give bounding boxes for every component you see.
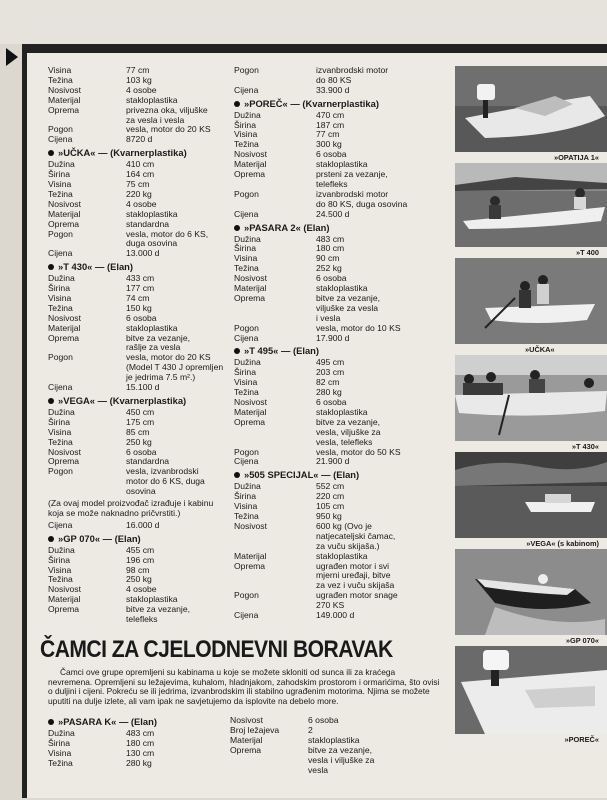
spec-row bbox=[230, 746, 444, 776]
spec-row bbox=[234, 457, 446, 467]
spec-list bbox=[48, 546, 230, 625]
spec-value: 175 cm bbox=[126, 416, 155, 427]
section-intro: Čamci ove grupe opremljeni su kabinama u koje se možete skloniti od sunca ili za kraćega nevremena. Opremljeni su ležajevima, kuhalom, hladnjakom, zahodskim prostorom i ormarićima, što ovisi o duljini i cijeni. Pokreću se ili jedrima, izvanbrodskim ili stabilno ugrađenim motorima. Njima se možete uputiti na dulje izlete, ali vam ipak ne savjetujemo da isplovite na debelo more. bbox=[48, 667, 440, 706]
spec-row bbox=[234, 190, 446, 210]
spec-value: bitve za vezanje, telefleks bbox=[126, 604, 191, 625]
spec-value: 82 cm bbox=[316, 377, 340, 388]
vega-cabin-note: (Za ovaj model proizvođač izrađuje i kabinu koja se može naknadno pričvrstiti.) bbox=[48, 498, 214, 518]
boat-title-text: »POREČ« — (Kvarnerplastika) bbox=[244, 97, 379, 109]
spec-row bbox=[234, 334, 446, 344]
spec-key: Nosivost bbox=[234, 273, 267, 284]
spec-value: 280 kg bbox=[316, 387, 342, 398]
spec-value: vesla, motor do 50 KS bbox=[316, 446, 401, 457]
spec-value: 187 cm bbox=[316, 119, 345, 130]
spec-value: stakloplastika bbox=[126, 94, 178, 105]
spec-value: prsteni za vezanje, telefleks bbox=[316, 169, 388, 189]
spec-key: Materijal bbox=[48, 322, 81, 333]
spec-row bbox=[48, 106, 230, 126]
spec-key: Nosivost bbox=[234, 520, 267, 531]
boat-title bbox=[48, 148, 230, 158]
spec-key: Težina bbox=[234, 387, 259, 398]
spec-key: Cijena bbox=[48, 382, 73, 393]
photo-caption: »T 400 bbox=[575, 248, 599, 257]
photo-vega bbox=[455, 452, 607, 538]
spec-value: 6 osoba bbox=[316, 397, 347, 407]
spec-key: Pogon bbox=[234, 65, 259, 75]
spec-value: 6 osoba bbox=[308, 715, 339, 725]
spec-value: 4 osobe bbox=[126, 84, 157, 95]
spec-row bbox=[48, 220, 230, 230]
spec-value: 6 osoba bbox=[316, 149, 347, 160]
spec-key: Visina bbox=[234, 129, 258, 140]
spec-row bbox=[234, 210, 446, 220]
spec-value: 433 cm bbox=[126, 273, 155, 284]
spec-value: 105 cm bbox=[316, 501, 345, 512]
spec-key: Visina bbox=[234, 501, 258, 512]
spec-value: vesla, motor do 20 KS bbox=[126, 124, 211, 135]
spec-key: Težina bbox=[234, 263, 259, 274]
spec-row bbox=[48, 383, 230, 393]
spec-key: Materijal bbox=[48, 208, 81, 219]
spec-value: 552 cm bbox=[316, 481, 345, 492]
spec-value: 455 cm bbox=[126, 544, 155, 555]
spec-key: Materijal bbox=[230, 734, 263, 745]
spec-key: Širina bbox=[48, 169, 70, 180]
spec-key: Oprema bbox=[48, 104, 80, 115]
spec-key: Materijal bbox=[48, 94, 81, 105]
spec-key: Materijal bbox=[234, 159, 267, 170]
boat-title-text: »PASARA 2« (Elan) bbox=[244, 221, 330, 233]
spec-value: stakloplastika bbox=[308, 734, 360, 745]
photo-t-400 bbox=[455, 163, 607, 247]
spec-value: privezna oka, viljuške za vesla i vesla bbox=[126, 104, 208, 125]
spec-key: Oprema bbox=[234, 292, 266, 303]
boat-title bbox=[234, 346, 446, 356]
spec-value: stakloplastika bbox=[316, 550, 368, 561]
spec-key: Cijena bbox=[234, 208, 259, 219]
spec-row bbox=[48, 135, 230, 145]
spec-value: 4 osobe bbox=[126, 198, 157, 209]
spec-value: 220 cm bbox=[316, 491, 345, 502]
spec-value: bitve za vezanje, viljuške za vesla i vesla bbox=[316, 292, 381, 323]
spec-value: 450 cm bbox=[126, 406, 155, 417]
spec-key: Nosivost bbox=[48, 584, 81, 595]
spec-key: Dužina bbox=[48, 159, 75, 170]
spec-value: 252 kg bbox=[316, 263, 342, 274]
spec-value: 24.500 d bbox=[316, 208, 350, 219]
photo-gp-070 bbox=[455, 549, 607, 635]
spec-key: Dužina bbox=[234, 109, 261, 120]
spec-value: standardna bbox=[126, 456, 170, 467]
spec-row bbox=[48, 759, 228, 769]
spec-key: Širina bbox=[234, 243, 256, 254]
spec-value: bitve za vezanje, vesla i viljuške za vesla bbox=[308, 744, 375, 775]
bullet-icon bbox=[48, 264, 54, 270]
spec-list bbox=[234, 66, 446, 96]
spec-key: Visina bbox=[48, 65, 72, 75]
spec-key: Težina bbox=[48, 188, 73, 199]
spec-list bbox=[234, 482, 446, 621]
spec-key: Materijal bbox=[48, 594, 81, 605]
spec-value: stakloplastika bbox=[316, 406, 368, 417]
spec-value: 8720 d bbox=[126, 134, 153, 145]
spec-value: 6 osoba bbox=[316, 273, 347, 284]
page-top-margin bbox=[0, 0, 607, 44]
boat-entry-porec bbox=[234, 99, 446, 220]
spec-key: Cijena bbox=[234, 332, 259, 343]
spec-value: stakloplastika bbox=[126, 208, 178, 219]
spec-key: Dužina bbox=[48, 273, 75, 284]
spec-key: Pogon bbox=[234, 446, 259, 457]
spec-key: Težina bbox=[48, 74, 73, 85]
spec-value: izvanbrodski motor do 80 KS bbox=[316, 65, 389, 85]
spec-value: 300 kg bbox=[316, 139, 342, 150]
section-headline: ČAMCI ZA CJELODNEVNI BORAVAK bbox=[40, 636, 393, 663]
boat-title bbox=[234, 223, 446, 233]
spec-value: 33.900 d bbox=[316, 84, 350, 95]
spec-list bbox=[48, 160, 230, 259]
spec-key: Oprema bbox=[234, 560, 266, 571]
spec-key: Težina bbox=[234, 139, 259, 150]
spec-value: 85 cm bbox=[126, 426, 150, 437]
boat-entry-505-specijal bbox=[234, 470, 446, 621]
photo-opatija-1 bbox=[455, 66, 607, 152]
spec-key: Težina bbox=[234, 510, 259, 521]
spec-key: Širina bbox=[234, 119, 256, 130]
spec-value: 21.900 d bbox=[316, 456, 350, 467]
photo-caption: »GP 070« bbox=[565, 636, 599, 645]
photo-caption: »VEGA« (s kabinom) bbox=[526, 539, 599, 548]
boat-title-text: »T 495« — (Elan) bbox=[244, 345, 320, 357]
spec-value: 90 cm bbox=[316, 253, 340, 264]
photo-caption: »UČKA« bbox=[525, 345, 555, 354]
spec-key: Visina bbox=[234, 253, 258, 264]
spec-key: Visina bbox=[48, 564, 72, 575]
spec-key: Širina bbox=[48, 737, 70, 748]
spec-list bbox=[48, 729, 228, 769]
spec-key: Dužina bbox=[48, 727, 75, 738]
spec-value: izvanbrodski motor do 80 KS, duga osovina bbox=[316, 188, 408, 209]
spec-key: Oprema bbox=[48, 456, 80, 467]
spec-key: Visina bbox=[48, 178, 72, 189]
spec-value: 149.000 d bbox=[316, 610, 355, 621]
spec-row bbox=[234, 552, 446, 562]
spec-key: Oprema bbox=[230, 744, 262, 755]
spec-value: 196 cm bbox=[126, 554, 155, 565]
spec-value: 280 kg bbox=[126, 757, 152, 768]
spec-key: Dužina bbox=[48, 406, 75, 417]
spec-key: Širina bbox=[234, 367, 256, 378]
spec-key: Materijal bbox=[234, 406, 267, 417]
spec-row bbox=[48, 353, 230, 383]
spec-key: Oprema bbox=[48, 332, 80, 343]
spec-key: Nosivost bbox=[234, 397, 267, 407]
photo-caption: »OPATIJA 1« bbox=[553, 153, 599, 162]
spec-value: ugrađen motor snage 270 KS bbox=[316, 590, 398, 611]
spec-value: 2 bbox=[308, 724, 313, 735]
column-1 bbox=[48, 66, 230, 625]
bullet-icon bbox=[48, 719, 54, 725]
spec-row bbox=[234, 294, 446, 324]
spec-key: Širina bbox=[48, 283, 70, 294]
spec-key: Cijena bbox=[48, 519, 73, 530]
arrow-marker-icon bbox=[6, 48, 18, 66]
spec-row bbox=[234, 368, 446, 378]
spec-row bbox=[234, 121, 446, 131]
spec-value: 410 cm bbox=[126, 159, 155, 170]
boat-entry-vega bbox=[48, 396, 230, 531]
spec-value: 13.000 d bbox=[126, 248, 160, 259]
spec-key: Težina bbox=[48, 436, 73, 447]
spec-value: 16.000 d bbox=[126, 519, 160, 530]
spec-key: Nosivost bbox=[48, 198, 81, 209]
bullet-icon bbox=[48, 150, 54, 156]
spec-value: 220 kg bbox=[126, 188, 152, 199]
boat-title bbox=[48, 262, 230, 272]
spec-row bbox=[48, 249, 230, 259]
spec-key: Težina bbox=[48, 302, 73, 313]
spec-list bbox=[234, 358, 446, 467]
spec-value: 164 cm bbox=[126, 169, 155, 180]
spec-key: Pogon bbox=[48, 124, 73, 135]
boat-title-text: »T 430« — (Elan) bbox=[58, 261, 134, 273]
spec-value: 203 cm bbox=[316, 367, 345, 378]
spec-row bbox=[234, 170, 446, 190]
spec-value: 77 cm bbox=[126, 65, 150, 75]
boat-title-text: »505 SPECIJAL« — (Elan) bbox=[244, 469, 360, 481]
spec-value: 98 cm bbox=[126, 564, 150, 575]
spec-row bbox=[234, 522, 446, 552]
spec-value: 600 kg (Ovo je natjecateljski čamac, za vuču skijaša.) bbox=[316, 520, 396, 551]
spec-value: vesla, motor do 6 KS, duga osovina bbox=[126, 228, 209, 249]
spec-row bbox=[234, 66, 446, 86]
spec-key: Cijena bbox=[234, 610, 259, 621]
spec-value: 130 cm bbox=[126, 747, 155, 758]
spec-list bbox=[234, 235, 446, 344]
boat-title bbox=[234, 470, 446, 480]
spec-value: 103 kg bbox=[126, 74, 152, 85]
spec-key: Težina bbox=[48, 574, 73, 585]
spec-key: Nosivost bbox=[48, 446, 81, 457]
spec-key: Broj ležajeva bbox=[230, 724, 280, 735]
spec-value: vesla, motor do 10 KS bbox=[316, 322, 401, 333]
spec-key: Pogon bbox=[48, 352, 73, 363]
spec-key: Pogon bbox=[234, 188, 259, 199]
spec-value: vesla, izvanbrodski motor do 6 KS, duga osovina bbox=[126, 466, 205, 497]
spec-key: Pogon bbox=[234, 322, 259, 333]
spec-value: 4 osobe bbox=[126, 584, 157, 595]
spec-key: Oprema bbox=[48, 218, 80, 229]
spec-key: Nosivost bbox=[234, 149, 267, 160]
bullet-icon bbox=[234, 225, 240, 231]
spec-key: Pogon bbox=[48, 228, 73, 239]
spec-key: Visina bbox=[48, 426, 72, 437]
pasara-k-specs-continued bbox=[230, 716, 444, 775]
spec-value: bitve za vezanje, vesla, viljuške za vesla, telefleks bbox=[316, 416, 381, 447]
spec-key: Visina bbox=[48, 292, 72, 303]
spec-value: 75 cm bbox=[126, 178, 150, 189]
photo-porec bbox=[455, 646, 607, 734]
spec-key: Dužina bbox=[234, 481, 261, 492]
spec-value: bitve za vezanje, rašlje za vesla bbox=[126, 332, 191, 353]
spec-row bbox=[48, 605, 230, 625]
boat-title bbox=[48, 534, 230, 544]
spec-key: Cijena bbox=[48, 134, 73, 145]
spec-key: Materijal bbox=[234, 283, 267, 294]
spec-row bbox=[48, 467, 230, 497]
spec-key: Dužina bbox=[234, 233, 261, 244]
boat-entry-ucka bbox=[48, 148, 230, 259]
boat-entry-pasara2 bbox=[234, 223, 446, 344]
spec-key: Oprema bbox=[234, 169, 266, 180]
spec-value: standardna bbox=[126, 218, 170, 229]
spec-row bbox=[234, 611, 446, 621]
photo-ucka bbox=[455, 258, 607, 344]
spec-value: 250 kg bbox=[126, 436, 152, 447]
spec-key: Širina bbox=[48, 416, 70, 427]
spec-row bbox=[234, 418, 446, 448]
bullet-icon bbox=[48, 536, 54, 542]
spec-value: 15.100 d bbox=[126, 382, 160, 393]
spec-key: Nosivost bbox=[48, 84, 81, 95]
photo-t-430 bbox=[455, 355, 607, 441]
spec-key: Širina bbox=[234, 491, 256, 502]
spec-row bbox=[234, 591, 446, 611]
spec-key: Visina bbox=[48, 747, 72, 758]
boat-title-text: »PASARA K« — (Elan) bbox=[58, 716, 157, 727]
spec-list bbox=[230, 716, 444, 775]
boat-title-text: »UČKA« — (Kvarnerplastika) bbox=[58, 147, 187, 159]
spec-key: Oprema bbox=[48, 604, 80, 615]
spec-value: 483 cm bbox=[126, 727, 155, 738]
boat-title bbox=[234, 99, 446, 109]
spec-row bbox=[234, 562, 446, 592]
spec-value: 180 cm bbox=[126, 737, 155, 748]
spec-value: vesla, motor do 20 KS (Model T 430 J opremljen je jedrima 7.5 m².) bbox=[126, 352, 224, 383]
bullet-icon bbox=[234, 348, 240, 354]
spec-list bbox=[48, 66, 230, 145]
boat-entry-gp070 bbox=[48, 534, 230, 625]
spec-key: Dužina bbox=[48, 544, 75, 555]
spec-list bbox=[234, 111, 446, 220]
spec-key: Nosivost bbox=[48, 312, 81, 323]
spec-key: Cijena bbox=[234, 84, 259, 95]
spec-value: 17.900 d bbox=[316, 332, 350, 343]
spec-value: 180 cm bbox=[316, 243, 345, 254]
photo-caption: »POREČ« bbox=[564, 735, 599, 744]
bullet-icon bbox=[48, 398, 54, 404]
spec-value: 150 kg bbox=[126, 302, 152, 313]
spec-value: 250 kg bbox=[126, 574, 152, 585]
spec-key: Materijal bbox=[234, 550, 267, 561]
boat-title-text: »GP 070« — (Elan) bbox=[58, 532, 141, 544]
spec-value: stakloplastika bbox=[126, 594, 178, 605]
boat-title bbox=[48, 717, 228, 727]
spec-key: Dužina bbox=[234, 357, 261, 368]
spec-value: 6 osoba bbox=[126, 446, 157, 457]
spec-value: 77 cm bbox=[316, 129, 340, 140]
spec-value: 470 cm bbox=[316, 109, 345, 120]
spec-value: 74 cm bbox=[126, 292, 150, 303]
bullet-icon bbox=[234, 101, 240, 107]
spec-row bbox=[234, 86, 446, 96]
spec-value: stakloplastika bbox=[316, 283, 368, 294]
spec-key: Težina bbox=[48, 757, 73, 768]
spec-list bbox=[48, 408, 230, 497]
spec-list bbox=[48, 274, 230, 393]
spec-value: 950 kg bbox=[316, 510, 342, 521]
spec-key: Širina bbox=[48, 554, 70, 565]
column-2 bbox=[234, 66, 446, 621]
boat-title bbox=[48, 396, 230, 406]
spec-row bbox=[48, 334, 230, 354]
spec-row bbox=[48, 556, 230, 566]
boat-entry-t430 bbox=[48, 262, 230, 393]
spec-key: Nosivost bbox=[230, 715, 263, 725]
spec-key: Pogon bbox=[234, 590, 259, 601]
boat-entry-pasara-k bbox=[48, 714, 228, 769]
spec-value: 495 cm bbox=[316, 357, 345, 368]
spec-row bbox=[48, 230, 230, 250]
spec-value: 177 cm bbox=[126, 283, 155, 294]
boat-entry-t495 bbox=[234, 346, 446, 467]
boat-title-text: »VEGA« — (Kvarnerplastika) bbox=[58, 395, 187, 406]
spec-key: Cijena bbox=[48, 248, 73, 259]
spec-value: 483 cm bbox=[316, 233, 345, 244]
spec-value: ugrađen motor i svi mjerni uređaji, bitve za vez i vuču skijaša bbox=[316, 560, 395, 591]
spec-row bbox=[48, 521, 230, 531]
spec-value: 6 osoba bbox=[126, 312, 157, 323]
spec-key: Visina bbox=[234, 377, 258, 388]
bullet-icon bbox=[234, 472, 240, 478]
photo-column bbox=[455, 66, 607, 745]
photo-caption: »T 430« bbox=[571, 442, 599, 451]
spec-key: Cijena bbox=[234, 456, 259, 467]
spec-row bbox=[234, 244, 446, 254]
spec-value: stakloplastika bbox=[316, 159, 368, 170]
spec-key: Pogon bbox=[48, 466, 73, 477]
spec-value: stakloplastika bbox=[126, 322, 178, 333]
spec-key: Oprema bbox=[234, 416, 266, 427]
